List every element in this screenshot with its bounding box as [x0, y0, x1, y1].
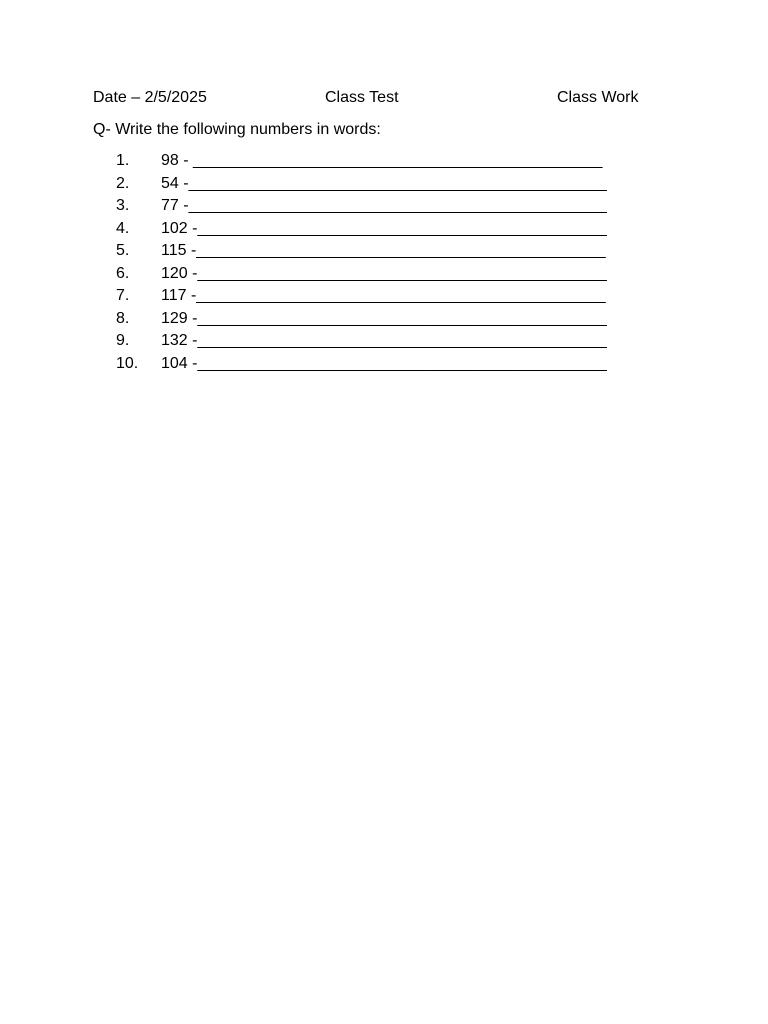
item-text: 117 -______________________________________________: [161, 287, 606, 304]
list-item: [0, 240, 768, 263]
class-test-label: Class Test: [325, 89, 399, 106]
list-item: [0, 285, 768, 308]
item-text: 102 -______________________________________________: [161, 219, 607, 237]
list-item: [0, 308, 768, 331]
list-item: [0, 195, 768, 218]
date-label: Date – 2/5/2025: [93, 89, 207, 106]
list-item: [0, 330, 768, 353]
item-number: 2.: [116, 174, 130, 192]
item-text: 120 -______________________________________________: [161, 264, 607, 282]
item-text: 104 -______________________________________________: [161, 354, 607, 372]
item-text: 115 -______________________________________________: [161, 242, 606, 259]
item-number: 7.: [116, 287, 130, 304]
list-item: [0, 353, 768, 376]
list-item: [0, 150, 768, 173]
list-item: [0, 218, 768, 241]
list-item: [0, 173, 768, 196]
item-number: 10.: [116, 354, 139, 372]
item-number: 9.: [116, 332, 130, 349]
item-text: 98 - ______________________________________________: [161, 152, 603, 169]
item-number: 8.: [116, 309, 130, 327]
list-item: [0, 263, 768, 286]
numbers-list: [0, 150, 768, 375]
item-number: 4.: [116, 219, 130, 237]
item-text: 77 -_______________________________________________: [161, 197, 607, 214]
item-text: 132 -______________________________________________: [161, 332, 607, 349]
item-number: 5.: [116, 242, 130, 259]
item-number: 1.: [116, 152, 130, 169]
item-number: 3.: [116, 197, 130, 214]
item-text: 129 -______________________________________________: [161, 309, 607, 327]
worksheet-header: [0, 87, 768, 109]
class-work-label: Class Work: [557, 89, 639, 106]
item-text: 54 -_______________________________________________: [161, 174, 607, 192]
question-text: Q- Write the following numbers in words:: [93, 121, 381, 138]
item-number: 6.: [116, 264, 130, 282]
